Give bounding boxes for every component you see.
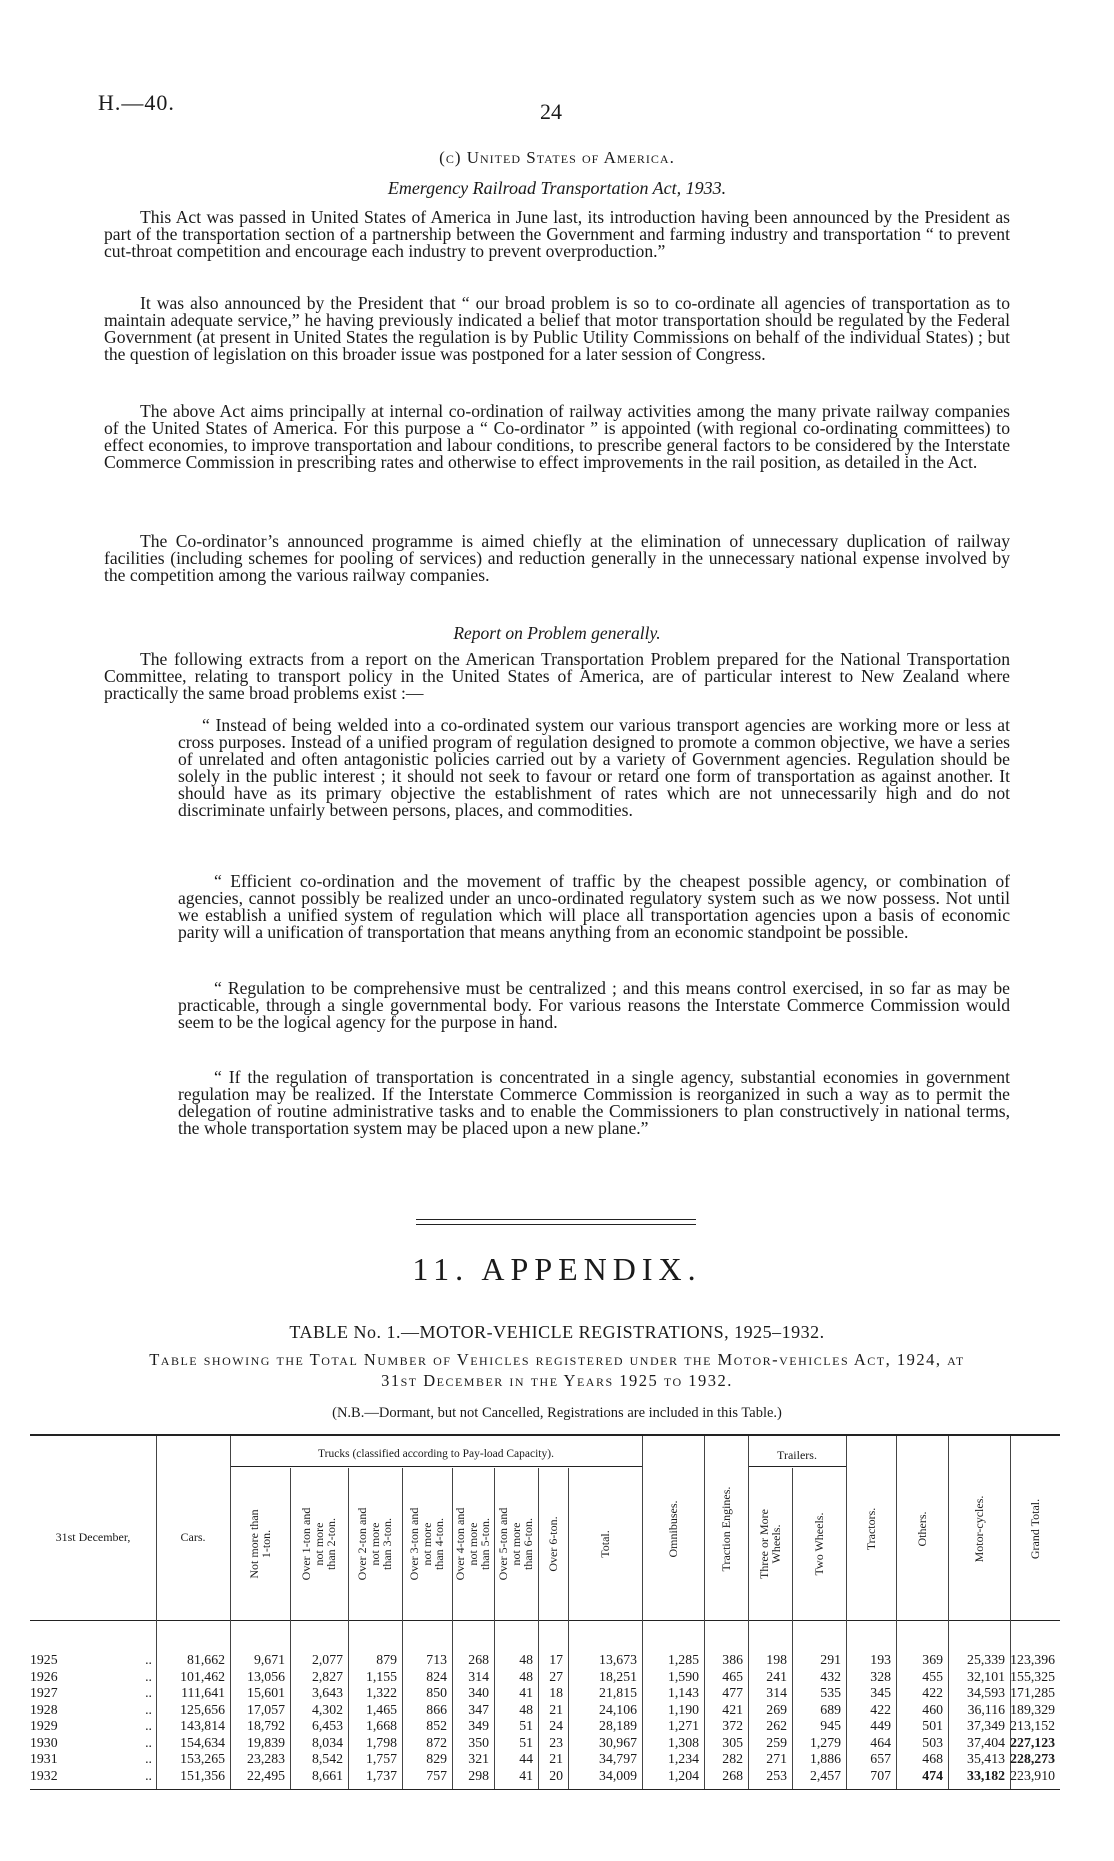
table-cell: 872 xyxy=(426,1734,447,1750)
table-subtitle-line-2: 31st December in the Years 1925 to 1932. xyxy=(381,1371,733,1390)
table-cell: 1,204 xyxy=(667,1767,699,1783)
table-cell: 1,285 xyxy=(667,1652,699,1667)
table-cell: 1,757 xyxy=(365,1751,397,1766)
table-cell: 18,251 xyxy=(599,1668,637,1684)
table-cell: 37,404 xyxy=(967,1734,1005,1750)
table-cell: 20 xyxy=(549,1767,563,1783)
table-cell: 21,815 xyxy=(599,1685,637,1700)
table-cell: 282 xyxy=(722,1751,743,1766)
table-cell: 328 xyxy=(870,1668,891,1684)
grand-total-header: Grand Total. xyxy=(1027,1498,1042,1560)
table-cell: 151,356 xyxy=(180,1767,225,1783)
table-cell: 23 xyxy=(549,1734,563,1750)
table-cell: 1,279 xyxy=(809,1734,841,1750)
table-cell: 455 xyxy=(922,1668,943,1684)
table-cell: 314 xyxy=(468,1668,489,1684)
report-quote-2: “ Efficient co-ordination and the movement of traffic by the cheapest possible agency, or combination of agencies, cannot possibly be realized under an unco-ordinated regulatory system such as we now possess. Not until we establish a unified system of regulation which will place all transportation agencies upon a basis of economic parity will a unification of transportation that means anything from an economic standpoint be possible. xyxy=(178,871,1010,942)
table-cell: 350 xyxy=(468,1734,489,1750)
row-year: 1925 xyxy=(30,1652,58,1667)
omnibuses-header: Omnibuses. xyxy=(665,1500,680,1558)
table-cell: 51 xyxy=(519,1734,533,1750)
table-cell: 468 xyxy=(922,1751,943,1766)
table-cell: 1,322 xyxy=(365,1685,397,1700)
table-cell: 25,339 xyxy=(967,1652,1005,1667)
truck-1-to-2-ton-header: Over 1-ton and not more than 2-ton. xyxy=(299,1507,339,1581)
trucks-group-rule xyxy=(230,1466,642,1467)
table-cell: 213,152 xyxy=(1010,1718,1055,1733)
table-cell: 18,792 xyxy=(247,1718,285,1733)
row-leader-dots: .. xyxy=(145,1767,152,1783)
table-cell: 850 xyxy=(426,1685,447,1700)
table-cell: 153,265 xyxy=(180,1751,225,1766)
table-cell: 369 xyxy=(922,1652,943,1667)
table-cell: 1,155 xyxy=(365,1668,397,1684)
trailer-three-or-more-wheels-header: Three or More Wheels. xyxy=(756,1509,783,1579)
table-note: (N.B.—Dormant, but not Cancelled, Registrations are included in this Table.) xyxy=(332,1405,782,1421)
table-cell: 33,182 xyxy=(967,1767,1005,1783)
trucks-group-header: Trucks (classified according to Pay-load Capacity). xyxy=(318,1448,554,1460)
row-leader-dots: .. xyxy=(145,1701,152,1717)
table-cell: 1,271 xyxy=(667,1718,699,1733)
document-reference: H.—40. xyxy=(98,90,175,115)
table-cell: 305 xyxy=(722,1734,743,1750)
table-cell: 2,827 xyxy=(311,1668,343,1684)
truck-3-to-4-ton-header: Over 3-ton and not more than 4-ton. xyxy=(407,1507,447,1581)
table-cell: 198 xyxy=(766,1652,787,1667)
others-header: Others. xyxy=(914,1511,929,1547)
column-header-date: 31st December, xyxy=(55,1530,131,1544)
table-cell: 36,116 xyxy=(967,1701,1005,1717)
table-cell: 268 xyxy=(468,1652,489,1667)
table-cell: 8,034 xyxy=(311,1734,343,1750)
table-subtitle-line-1: Table showing the Total Number of Vehicles registered under the Motor-vehicles Act, 1924, at xyxy=(149,1350,965,1369)
table-cell: 657 xyxy=(870,1751,891,1766)
table-cell: 8,542 xyxy=(311,1751,343,1766)
row-year: 1930 xyxy=(30,1734,58,1750)
table-cell: 535 xyxy=(820,1685,841,1700)
report-quote-1: “ Instead of being welded into a co-ordinated system our various transport agencies are working more or less at cross purposes. Instead of a unified program of regulation designed to promote a common objective, we have a series of unrelated and often antagonistic policies carried out by a variety of Government agencies. Regulation should be solely in the public interest ; it should not seek to favour or retard one form of transportation as against another. It should have as its primary objective the establishment of rates which are not unnecessarily high and do not discriminate unfairly between persons, places, and commodities. xyxy=(178,715,1010,820)
table-cell: 829 xyxy=(426,1751,447,1766)
table-cell: 465 xyxy=(722,1668,743,1684)
table-cell: 340 xyxy=(468,1685,489,1700)
table-cell: 422 xyxy=(922,1685,943,1700)
table-cell: 464 xyxy=(870,1734,891,1750)
table-cell: 432 xyxy=(820,1668,841,1684)
table-cell: 501 xyxy=(922,1718,943,1733)
table-cell: 48 xyxy=(519,1652,533,1667)
report-quote-4: “ If the regulation of transportation is concentrated in a single agency, substantial economies in government regulation may be realized. If the Interstate Commerce Commission is reorganized in such a way as to permit the delegation of routine administrative tasks and to enable the Commissioners to plan constructively in national terms, the whole transportation system may be placed upon a new plane.” xyxy=(178,1067,1010,1138)
table-cell: 24,106 xyxy=(599,1701,637,1717)
table-cell: 30,967 xyxy=(599,1734,637,1750)
table-cell: 349 xyxy=(468,1718,489,1733)
table-cell: 422 xyxy=(870,1701,891,1717)
table-cell: 689 xyxy=(820,1701,841,1717)
trailer-two-wheels-header: Two Wheels. xyxy=(811,1512,826,1576)
table-cell: 879 xyxy=(376,1652,397,1667)
truck-total-header: Total. xyxy=(597,1530,612,1558)
table-cell: 27 xyxy=(549,1668,563,1684)
table-cell: 143,814 xyxy=(180,1718,225,1733)
appendix-heading: 11. APPENDIX. xyxy=(412,1251,702,1287)
table-cell: 347 xyxy=(468,1701,489,1717)
table-cell: 1,465 xyxy=(365,1701,397,1717)
table-cell: 13,056 xyxy=(247,1668,285,1684)
row-year: 1931 xyxy=(30,1751,58,1766)
table-cell: 852 xyxy=(426,1718,447,1733)
page-number: 24 xyxy=(540,99,562,124)
row-leader-dots: .. xyxy=(145,1668,152,1684)
table-cell: 171,285 xyxy=(1010,1685,1055,1700)
table-cell: 32,101 xyxy=(967,1668,1005,1684)
row-year: 1928 xyxy=(30,1701,58,1717)
table-cell: 35,413 xyxy=(967,1751,1005,1766)
column-header-cars: Cars. xyxy=(180,1530,206,1544)
table-cell: 449 xyxy=(870,1718,891,1733)
table-cell: 477 xyxy=(722,1685,743,1700)
row-year: 1929 xyxy=(30,1718,58,1733)
divider-top xyxy=(416,1219,696,1220)
table-cell: 268 xyxy=(722,1767,743,1783)
paragraph-3: The above Act aims principally at internal co-ordination of railway activities among the many private railway companies of the United States of America. For this purpose a “ Co-ordinator ” is appointed (with regional co-ordinating committees) to effect economies, to improve transportation and labour conditions, to prescribe general factors to be considered by the Interstate Commerce Commission in prescribing rates and otherwise to effect improvements in the rail position, as detailed in the Act. xyxy=(104,401,1010,472)
table-cell: 1,668 xyxy=(365,1718,397,1733)
table-bottom-rule xyxy=(30,1789,1060,1790)
header-bottom-rule xyxy=(30,1620,1060,1621)
row-leader-dots: .. xyxy=(145,1751,152,1766)
table-cell: 503 xyxy=(922,1734,943,1750)
table-cell: 13,673 xyxy=(599,1652,637,1667)
table-cell: 1,798 xyxy=(365,1734,397,1750)
table-title: TABLE No. 1.—MOTOR-VEHICLE REGISTRATIONS, 1925–1932. xyxy=(289,1322,825,1342)
table-cell: 253 xyxy=(766,1767,787,1783)
table-cell: 1,737 xyxy=(365,1767,397,1783)
report-quote-3: “ Regulation to be comprehensive must be centralized ; and this means control exercised, in so far as may be practicable, through a single governmental body. For various reasons the Interstate Commerce Commission would seem to be the logical agency for the purpose in hand. xyxy=(178,978,1010,1032)
table-cell: 1,143 xyxy=(667,1685,699,1700)
traction-engines-header: Traction Engines. xyxy=(718,1486,733,1572)
table-cell: 51 xyxy=(519,1718,533,1733)
table-cell: 372 xyxy=(722,1718,743,1733)
table-cell: 154,634 xyxy=(180,1734,225,1750)
paragraph-4: The Co-ordinator’s announced programme is aimed chiefly at the elimination of unnecessary duplication of railway facilities (including schemes for pooling of services) and reduction generally in the unnecessary national expense involved by the competition among the various railway companies. xyxy=(104,531,1010,585)
table-cell: 1,886 xyxy=(809,1751,841,1766)
table-cell: 228,273 xyxy=(1010,1751,1055,1766)
table-cell: 866 xyxy=(426,1701,447,1717)
table-cell: 18 xyxy=(549,1685,563,1700)
table-cell: 189,329 xyxy=(1010,1701,1055,1717)
row-year: 1926 xyxy=(30,1668,58,1684)
divider-bottom xyxy=(416,1224,696,1225)
table-cell: 259 xyxy=(766,1734,787,1750)
table-cell: 28,189 xyxy=(599,1718,637,1733)
row-year: 1927 xyxy=(30,1685,58,1700)
table-cell: 1,308 xyxy=(667,1734,699,1750)
table-cell: 101,462 xyxy=(180,1668,225,1684)
table-cell: 21 xyxy=(549,1751,563,1766)
table-cell: 1,190 xyxy=(667,1701,699,1717)
table-cell: 22,495 xyxy=(247,1767,285,1783)
table-cell: 34,797 xyxy=(599,1751,637,1766)
table-cell: 314 xyxy=(766,1685,787,1700)
table-cell: 227,123 xyxy=(1010,1734,1055,1750)
truck-5-to-6-ton-header: Over 5-ton and not more than 6-ton. xyxy=(496,1507,536,1581)
table-cell: 1,234 xyxy=(667,1751,699,1766)
table-cell: 37,349 xyxy=(967,1718,1005,1733)
table-cell: 757 xyxy=(426,1767,447,1783)
report-heading: Report on Problem generally. xyxy=(453,623,661,643)
table-cell: 713 xyxy=(426,1652,447,1667)
table-cell: 81,662 xyxy=(187,1652,225,1667)
table-cell: 17 xyxy=(549,1652,563,1667)
table-cell: 6,453 xyxy=(311,1718,343,1733)
truck-4-to-5-ton-header: Over 4-ton and not more than 5-ton. xyxy=(453,1507,493,1581)
table-cell: 34,009 xyxy=(599,1767,637,1783)
table-cell: 1,590 xyxy=(667,1668,699,1684)
table-cell: 421 xyxy=(722,1701,743,1717)
paragraph-1: This Act was passed in United States of America in June last, its introduction having been announced by the President as part of the transportation section of a partnership between the Government and farming industry and transportation “ to prevent cut-throat competition and encourage each industry to prevent overproduction.” xyxy=(104,207,1010,261)
motor-cycles-header: Motor-cycles. xyxy=(971,1495,986,1563)
row-year: 1932 xyxy=(30,1767,58,1783)
tractors-header: Tractors. xyxy=(863,1507,878,1551)
table-cell: 193 xyxy=(870,1652,891,1667)
table-cell: 15,601 xyxy=(247,1685,285,1700)
table-cell: 3,643 xyxy=(311,1685,343,1700)
table-cell: 707 xyxy=(870,1767,891,1783)
table-cell: 241 xyxy=(766,1668,787,1684)
row-leader-dots: .. xyxy=(145,1652,152,1667)
table-cell: 345 xyxy=(870,1685,891,1700)
table-cell: 155,325 xyxy=(1010,1668,1055,1684)
table-cell: 48 xyxy=(519,1668,533,1684)
table-cell: 271 xyxy=(766,1751,787,1766)
table-cell: 945 xyxy=(820,1718,841,1733)
row-leader-dots: .. xyxy=(145,1685,152,1700)
truck-not-more-than-1-ton-header: Not more than 1-ton. xyxy=(246,1509,273,1579)
row-leader-dots: .. xyxy=(145,1734,152,1750)
table-cell: 34,593 xyxy=(967,1685,1005,1700)
table-cell: 9,671 xyxy=(253,1652,285,1667)
table-top-rule xyxy=(30,1434,1060,1436)
table-cell: 262 xyxy=(766,1718,787,1733)
trailers-group-header: Trailers. xyxy=(777,1448,817,1462)
table-cell: 8,661 xyxy=(311,1767,343,1783)
table-cell: 269 xyxy=(766,1701,787,1717)
section-subheading: Emergency Railroad Transportation Act, 1933. xyxy=(387,178,727,198)
section-heading: (c) United States of America. xyxy=(439,148,675,167)
table-cell: 41 xyxy=(519,1767,533,1783)
table-cell: 298 xyxy=(468,1767,489,1783)
table-cell: 4,302 xyxy=(311,1701,343,1717)
table-cell: 111,641 xyxy=(181,1685,225,1700)
table-cell: 2,457 xyxy=(809,1767,841,1783)
trailers-group-rule xyxy=(748,1466,846,1467)
table-cell: 386 xyxy=(722,1652,743,1667)
table-cell: 24 xyxy=(549,1718,563,1733)
table-cell: 223,910 xyxy=(1010,1767,1055,1783)
table-cell: 460 xyxy=(922,1701,943,1717)
table-cell: 2,077 xyxy=(311,1652,343,1667)
table-cell: 21 xyxy=(549,1701,563,1717)
table-cell: 125,656 xyxy=(180,1701,225,1717)
table-cell: 123,396 xyxy=(1010,1652,1055,1667)
paragraph-2: It was also announced by the President that “ our broad problem is so to co-ordinate all agencies of transportation as to maintain adequate service,” he having previously indicated a belief that motor transportation should be regulated by the Federal Government (at present in United States the regulation is by Public Utility Commissions on behalf of the individual States) ; but the question of legislation on this broader issue was postponed for a later session of Congress. xyxy=(104,293,1010,364)
table-cell: 321 xyxy=(468,1751,489,1766)
table-cell: 824 xyxy=(426,1668,447,1684)
row-leader-dots: .. xyxy=(145,1718,152,1733)
table-cell: 23,283 xyxy=(247,1751,285,1766)
table-cell: 44 xyxy=(519,1751,533,1766)
table-cell: 291 xyxy=(820,1652,841,1667)
table-cell: 19,839 xyxy=(247,1734,285,1750)
report-intro: The following extracts from a report on the American Transportation Problem prepared for the National Transportation Committee, relating to transport policy in the United States of America, are of particular interest to New Zealand where practically the same broad problems exist :— xyxy=(104,649,1010,703)
table-cell: 474 xyxy=(922,1767,943,1783)
truck-2-to-3-ton-header: Over 2-ton and not more than 3-ton. xyxy=(355,1507,395,1581)
truck-over-6-ton-header: Over 6-ton. xyxy=(545,1516,560,1572)
table-cell: 17,057 xyxy=(247,1701,285,1717)
table-cell: 41 xyxy=(519,1685,533,1700)
table-cell: 48 xyxy=(519,1701,533,1717)
